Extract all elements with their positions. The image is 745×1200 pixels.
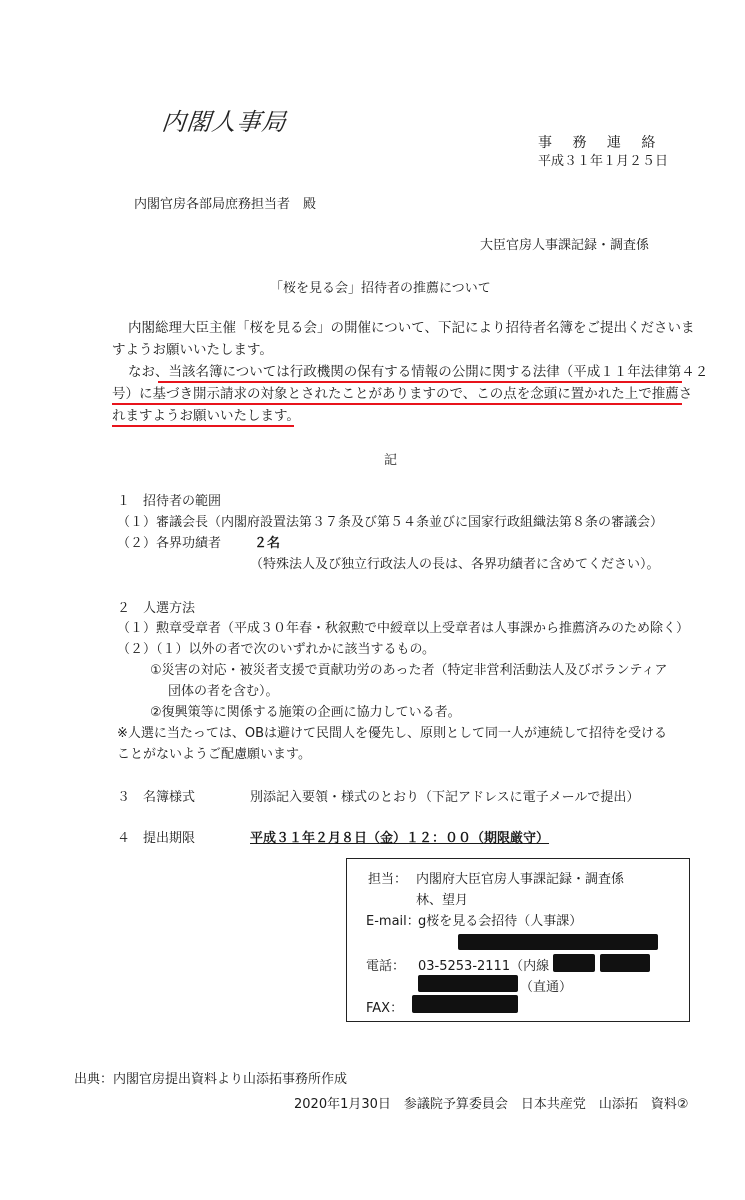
meeting-line: 2020年1月30日 参議院予算委員会 日本共産党 山添拓 資料②	[294, 1097, 689, 1112]
body-para2-line1: なお、当該名簿については行政機関の保有する情報の公開に関する法律（平成１１年法律第４２	[128, 364, 709, 380]
section1-title: １ 招待者の範囲	[117, 494, 222, 509]
redacted-direct-number	[418, 975, 518, 992]
redacted-extension-2	[600, 954, 650, 972]
body-para1-line2: すようお願いいたします。	[112, 342, 273, 358]
section2-sub1-line1: ①災害の対応・被災者支援で貢献功労のあった者（特定非営利活動法人及びボランティア	[150, 663, 668, 678]
notice-type: 事 務 連 絡	[538, 135, 664, 151]
redacted-extension-1	[553, 954, 595, 972]
contact-names: 林、望月	[416, 893, 469, 908]
source-credit: 出典：内閣官房提出資料より山添拓事務所作成	[74, 1072, 348, 1087]
section1-note: （特殊法人及び独立行政法人の長は、各界功績者に含めてください）。	[250, 557, 660, 572]
contact-direct: （直通）	[520, 980, 573, 995]
section1-item1: （１）審議会長（内閣府設置法第３７条及び第５４条並びに国家行政組織法第８条の審議会）	[117, 515, 664, 530]
sender: 大臣官房人事課記録・調査係	[480, 238, 650, 253]
contact-email-value: g桜を見る会招待（人事課）	[418, 914, 583, 929]
section2-sub2: ②復興策等に関係する施策の企画に協力している者。	[150, 705, 461, 720]
handwritten-header: 内閣人事局	[160, 108, 289, 136]
section3-value: 別添記入要領・様式のとおり（下記アドレスに電子メールで提出）	[250, 790, 640, 805]
body-para2-line2: 号）に基づき開示請求の対象とされたことがありますので、この点を念頭に置かれた上で推薦さ	[112, 386, 693, 402]
ki-marker: 記	[384, 453, 398, 468]
section1-item2-count: ２名	[254, 536, 281, 551]
recipient: 内閣官房各部局庶務担当者 殿	[134, 197, 317, 212]
section2-title: ２ 人選方法	[117, 601, 196, 616]
section2-item1: （１）勲章受章者（平成３０年春・秋叙勲で中綬章以上受章者は人事課から推薦済みのため除く）	[117, 621, 690, 636]
redacted-fax-number	[412, 995, 518, 1013]
contact-tanto-value: 内閣府大臣官房人事課記録・調査係	[416, 872, 625, 887]
subject: 「桜を見る会」招待者の推薦について	[270, 281, 491, 296]
red-underline-3	[112, 425, 294, 427]
contact-fax-label: FAX：	[366, 1001, 404, 1016]
section3-label: ３ 名簿様式	[117, 790, 196, 805]
contact-phone-value: 03-5253-2111（内線	[418, 959, 550, 974]
contact-phone-label: 電話：	[366, 959, 406, 974]
body-para2-line3: れますようお願いいたします。	[112, 408, 300, 424]
contact-email-label: E-mail：	[366, 914, 420, 929]
body-para1-line1: 内閣総理大臣主催「桜を見る会」の開催について、下記により招待者名簿をご提出くださいま	[128, 320, 695, 336]
section2-item2: （２）（１）以外の者で次のいずれかに該当するもの。	[117, 642, 435, 657]
section2-note-line2: ことがないようご配慮願います。	[117, 747, 311, 762]
section4-label: ４ 提出期限	[117, 831, 196, 846]
document-date: 平成３１年１月２５日	[538, 154, 669, 169]
section4-deadline: 平成３１年２月８日（金）１２：００（期限厳守）	[250, 831, 550, 846]
section1-item2-label: （２）各界功績者	[117, 536, 222, 551]
section2-note-line1: ※人選に当たっては、OBは避けて民間人を優先し、原則として同一人が連続して招待を受ける	[117, 726, 668, 741]
section2-sub1-line2: 団体の者を含む）。	[168, 684, 279, 699]
redacted-email-address	[458, 934, 658, 950]
contact-tanto-label: 担当：	[368, 872, 408, 887]
